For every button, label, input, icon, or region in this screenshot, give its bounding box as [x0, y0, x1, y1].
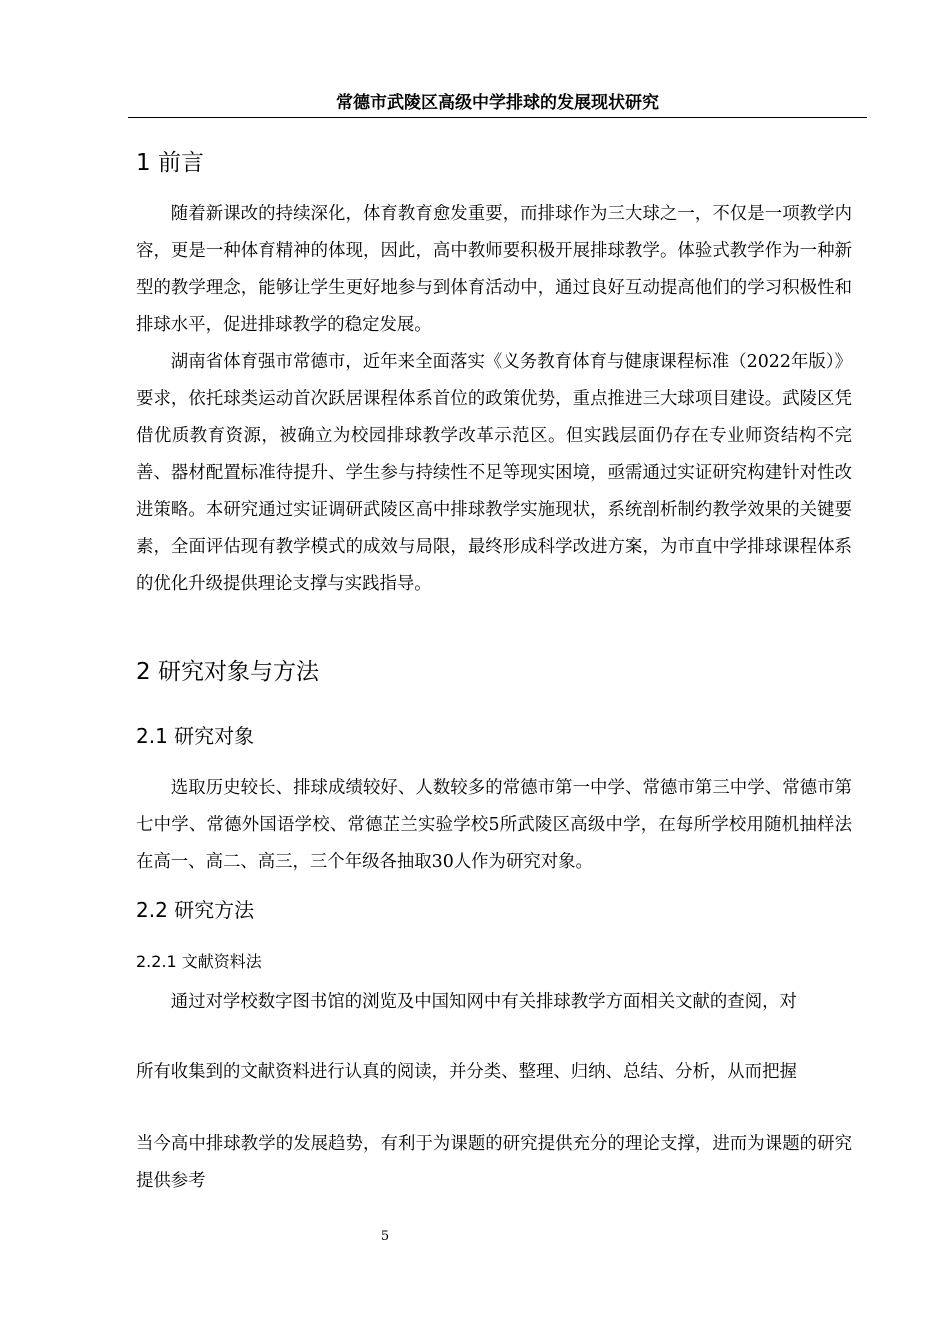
running-header: 常德市武陵区高级中学排球的发展现状研究 — [336, 93, 659, 113]
literature-paragraph-line-2: 所有收集到的文献资料进行认真的阅读，并分类、整理、归纳、总结、分析，从而把握 — [136, 1062, 797, 1082]
literature-paragraph-line-1: 通过对学校数字图书馆的浏览及中国知网中有关排球教学方面相关文献的查阅，对 — [170, 992, 797, 1012]
page-number: 5 — [380, 1229, 390, 1244]
intro-paragraph-2: 湖南省体育强市常德市，近年来全面落实《义务教育体育与健康课程标准（2022年版）》要求，依托球类运动首次跃居课程体系首位的政策优势，重点推进三大球项目建设。武陵区凭借优质教育资源，被确立为校园排球教学改革示范区。但实践层面仍存在专业师资结构不完善、器材配置标准待提升、学生参与持续性不足等现实困境，亟需通过实证研究构建针对性改进策略。本研究通过实证调研武陵区高中排球教学实施现状，系统剖析制约教学效果的关键要素，全面评估现有教学模式的成效与局限，最终形成科学改进方案，为市直中学排球课程体系的优化升级提供理论支撑与实践指导。 — [136, 352, 852, 594]
section-heading-methods: 2 研究对象与方法 — [136, 659, 319, 685]
header-rule — [128, 117, 867, 118]
section-heading-intro: 1 前言 — [136, 150, 204, 176]
subsection-heading-methods: 2.2 研究方法 — [136, 898, 255, 922]
intro-paragraph-1: 随着新课改的持续深化，体育教育愈发重要，而排球作为三大球之一，不仅是一项教学内容，更是一种体育精神的体现，因此，高中教师要积极开展排球教学。体验式教学作为一种新型的教学理念，能够让学生更好地参与到体育活动中，通过良好互动提高他们的学习积极性和排球水平，促进排球教学的稳定发展。 — [136, 204, 852, 335]
literature-paragraph-line-3: 当今高中排球教学的发展趋势，有利于为课题的研究提供充分的理论支撑，进而为课题的研究提供参考 — [136, 1134, 852, 1191]
subsection-heading-subjects: 2.1 研究对象 — [136, 724, 255, 748]
subjects-paragraph: 选取历史较长、排球成绩较好、人数较多的常德市第一中学、常德市第三中学、常德市第七中学、常德外国语学校、常德芷兰实验学校5所武陵区高级中学，在每所学校用随机抽样法在高一、高二、高三，三个年级各抽取30人作为研究对象。 — [136, 778, 852, 872]
subsubsection-heading-literature: 2.2.1 文献资料法 — [136, 952, 262, 971]
